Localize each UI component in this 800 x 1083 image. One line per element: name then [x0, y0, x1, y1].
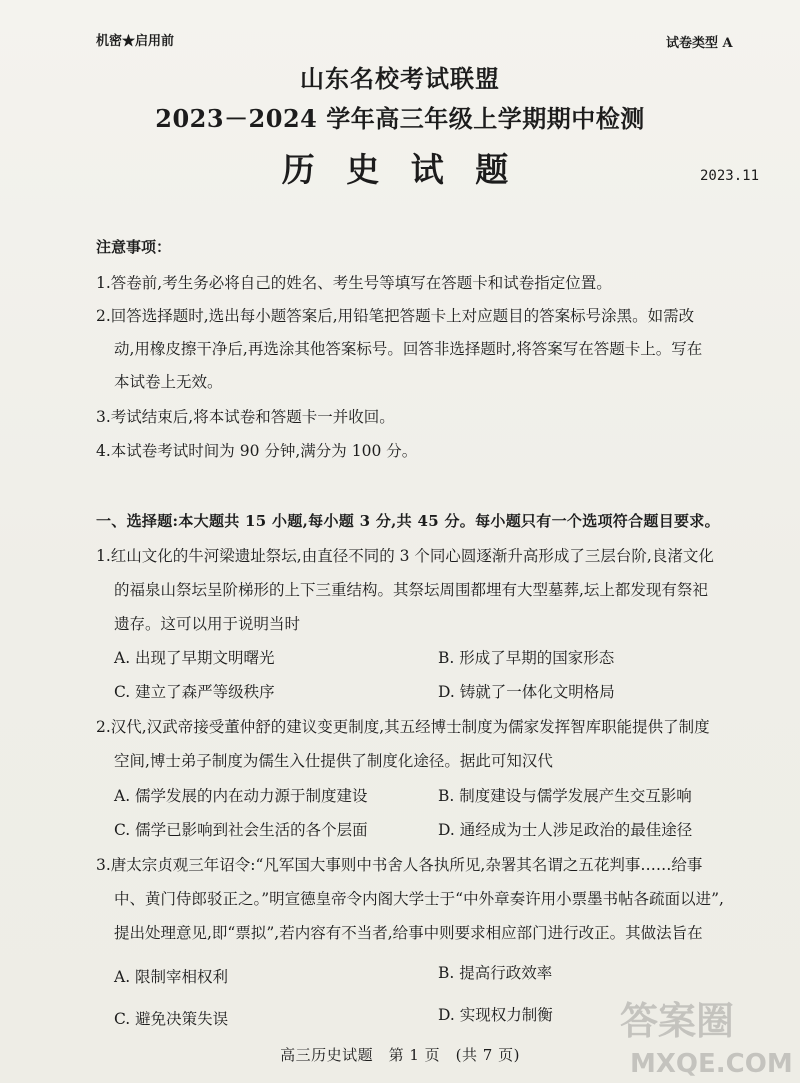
watermark-url: MXQE.COM [630, 1049, 793, 1078]
question-2-option-d[interactable]: D. 通经成为士人涉足政治的最佳途径 [438, 821, 693, 839]
question-3-stem: 中、黄门侍郎驳正之。”明宣德皇帝令内阁大学士于“中外章奏许用小票墨书帖各疏面以进”, [114, 890, 724, 908]
question-2-option-a[interactable]: A. 儒学发展的内在动力源于制度建设 [114, 787, 368, 805]
organization-title: 山东名校考试联盟 [300, 64, 500, 93]
note-line: 2.回答选择题时,选出每小题答案后,用铅笔把答题卡上对应题目的答案标号涂黑。如需改 [96, 307, 695, 325]
question-3-option-d[interactable]: D. 实现权力制衡 [438, 1006, 553, 1024]
question-2-option-c[interactable]: C. 儒学已影响到社会生活的各个层面 [114, 821, 368, 839]
question-1-option-d[interactable]: D. 铸就了一体化文明格局 [438, 683, 615, 701]
secret-label: 机密★启用前 [96, 34, 175, 49]
section-title: 一、选择题:本大题共 15 小题,每小题 3 分,共 45 分。每小题只有一个选项符合题目要求。 [96, 512, 720, 530]
question-3-stem: 3.唐太宗贞观三年诏令:“凡军国大事则中书舍人各执所见,杂署其名谓之五花判事……给事 [96, 856, 703, 874]
note-line: 3.考试结束后,将本试卷和答题卡一并收回。 [96, 408, 395, 426]
question-1-stem: 1.红山文化的牛河梁遗址祭坛,由直径不同的 3 个同心圆逐渐升高形成了三层台阶,良渚文化 [96, 547, 714, 565]
watermark-text: 答案圈 [620, 999, 735, 1043]
exam-title: 2023－2024 学年高三年级上学期期中检测 [155, 104, 645, 133]
notes-title: 注意事项： [96, 238, 172, 256]
question-2-stem: 空间,博士弟子制度为儒生入仕提供了制度化途径。据此可知汉代 [114, 752, 553, 770]
question-3-option-b[interactable]: B. 提高行政效率 [438, 964, 553, 982]
question-3-option-a[interactable]: A. 限制宰相权利 [114, 968, 229, 986]
watermark-logo [616, 988, 796, 1078]
title-block [0, 60, 800, 198]
question-2-stem: 2.汉代,汉武帝接受董仲舒的建议变更制度,其五经博士制度为儒家发挥智库职能提供了制度 [96, 718, 710, 736]
question-3-stem: 提出处理意见,即“票拟”,若内容有不当者,给事中则要求相应部门进行改正。其做法旨在 [114, 924, 703, 942]
question-1-option-c[interactable]: C. 建立了森严等级秩序 [114, 683, 275, 701]
exam-date: 2023.11 [700, 168, 760, 184]
note-line: 动,用橡皮擦干净后,再选涂其他答案标号。回答非选择题时,将答案写在答题卡上。写在 [114, 340, 703, 358]
question-2-option-b[interactable]: B. 制度建设与儒学发展产生交互影响 [438, 787, 692, 805]
note-line: 4.本试卷考试时间为 90 分钟,满分为 100 分。 [96, 442, 418, 460]
question-1-stem: 的福泉山祭坛呈阶梯形的上下三重结构。其祭坛周围都埋有大型墓葬,坛上都发现有祭祀 [114, 581, 708, 599]
question-3-option-c[interactable]: C. 避免决策失误 [114, 1010, 229, 1028]
note-line: 本试卷上无效。 [114, 373, 223, 391]
page-footer: 高三历史试题 第 1 页 (共 7 页) [280, 1046, 520, 1064]
question-1-option-a[interactable]: A. 出现了早期文明曙光 [114, 649, 275, 667]
subject-title: 历 史 试 题 [281, 150, 519, 189]
question-1-option-b[interactable]: B. 形成了早期的国家形态 [438, 649, 615, 667]
note-line: 1.答卷前,考生务必将自己的姓名、考生号等填写在答题卡和试卷指定位置。 [96, 274, 612, 292]
question-1-stem: 遗存。这可以用于说明当时 [114, 615, 301, 633]
paper-type-label: 试卷类型 A [666, 36, 733, 51]
